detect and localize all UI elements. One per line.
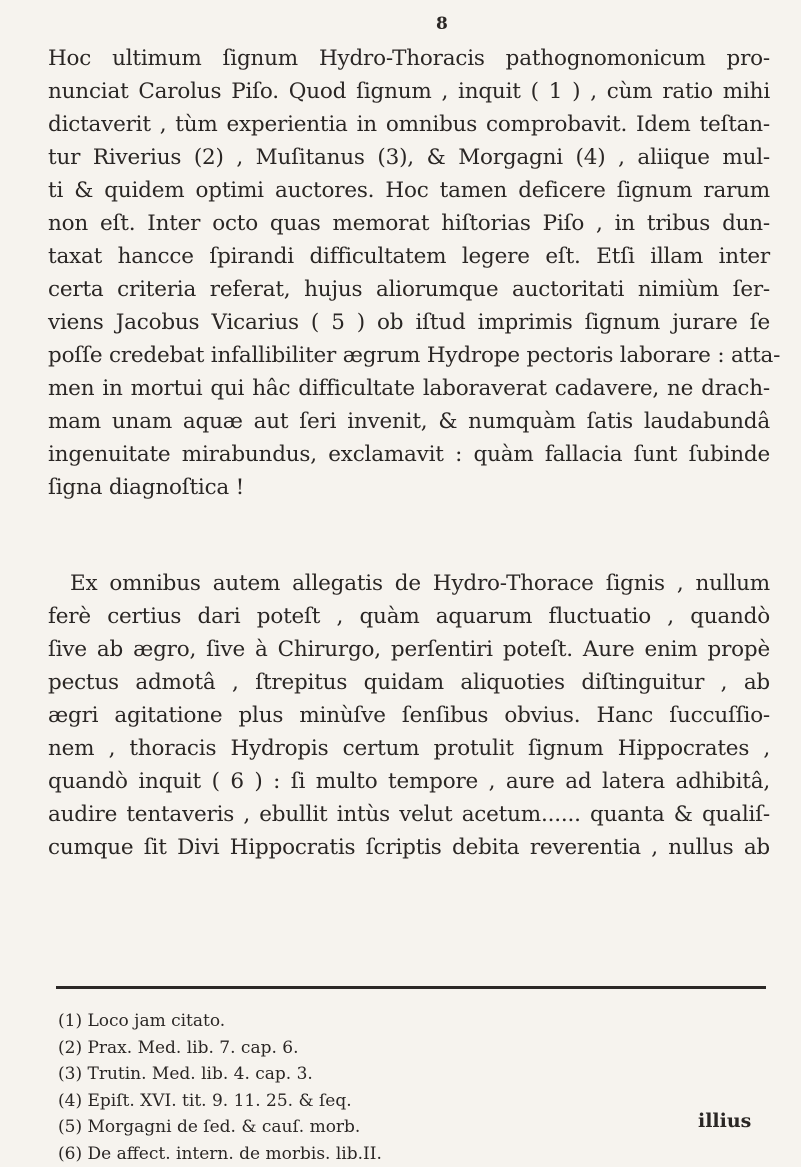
footnote: (5) Morgagni de ſed. & cauſ. morb. [58, 1114, 658, 1141]
text-line: tur Riverius (2) , Muſitanus (3), & Morgagni (4) , aliique mul- [48, 141, 770, 174]
text-line: ti & quidem optimi auctores. Hoc tamen deficere ſignum rarum [48, 174, 770, 207]
text-line: non eſt. Inter octo quas memorat hiſtorias Piſo , in tribus dun- [48, 207, 770, 240]
text-line: certa criteria referat, hujus aliorumque auctoritati nimiùm ſer- [48, 273, 770, 306]
text-line: mam unam aquæ aut ſeri invenit, & numquàm ſatis laudabundâ [48, 405, 770, 438]
footnote: (3) Trutin. Med. lib. 4. cap. 3. [58, 1061, 658, 1088]
text-line: quandò inquit ( 6 ) : ſi multo tempore , aure ad latera adhibitâ, [48, 765, 770, 798]
paragraph-2 [48, 567, 770, 864]
text-line: ferè certius dari poteſt , quàm aquarum fluctuatio , quandò [48, 600, 770, 633]
text-line: men in mortui qui hâc difficultate laboraverat cadavere, ne drach- [48, 372, 770, 405]
text-line: nunciat Carolus Piſo. Quod ſignum , inquit ( 1 ) , cùm ratio mihi [48, 75, 770, 108]
footnote: (1) Loco jam citato. [58, 1008, 658, 1035]
text-line: ægri agitatione plus minùſve ſenſibus obvius. Hanc ſuccuſſio- [48, 699, 770, 732]
footnote: (4) Epiſt. XVI. tit. 9. 11. 25. & ſeq. [58, 1088, 658, 1115]
text-line: ingenuitate mirabundus, exclamavit : quàm fallacia ſunt ſubinde [48, 438, 770, 471]
text-line: pectus admotâ , ſtrepitus quidam aliquoties diſtinguitur , ab [48, 666, 770, 699]
page-number: 8 [436, 14, 448, 34]
text-line: nem , thoracis Hydropis certum protulit ſignum Hippocrates , [48, 732, 770, 765]
text-line: viens Jacobus Vicarius ( 5 ) ob iſtud imprimis ſignum jurare ſe [48, 306, 770, 339]
paragraph-1 [48, 42, 770, 504]
footnote: (2) Prax. Med. lib. 7. cap. 6. [58, 1035, 658, 1062]
text-line: audire tentaveris , ebullit intùs velut acetum...... quanta & qualiſ- [48, 798, 770, 831]
footnote: (6) De affect. intern. de morbis. lib.II. [58, 1141, 658, 1167]
text-line: taxat hancce ſpirandi difficultatem legere eſt. Etſi illam inter [48, 240, 770, 273]
text-line: dictaverit , tùm experientia in omnibus comprobavit. Idem teſtan- [48, 108, 770, 141]
catchword: illius [698, 1110, 751, 1132]
text-line: Hoc ultimum ſignum Hydro-Thoracis pathognomonicum pro- [48, 42, 770, 75]
footnote-divider [56, 986, 766, 989]
text-line: ſive ab ægro, ſive à Chirurgo, perſentiri poteſt. Aure enim propè [48, 633, 770, 666]
text-line: cumque ſit Divi Hippocratis ſcriptis debita reverentia , nullus ab [48, 831, 770, 864]
footnotes [58, 1008, 658, 1167]
text-line: Ex omnibus autem allegatis de Hydro-Thorace ſignis , nullum [48, 567, 770, 600]
text-line: poſſe credebat infallibiliter ægrum Hydrope pectoris laborare : atta- [48, 339, 770, 372]
text-line: ſigna diagnoſtica ! [48, 471, 770, 504]
